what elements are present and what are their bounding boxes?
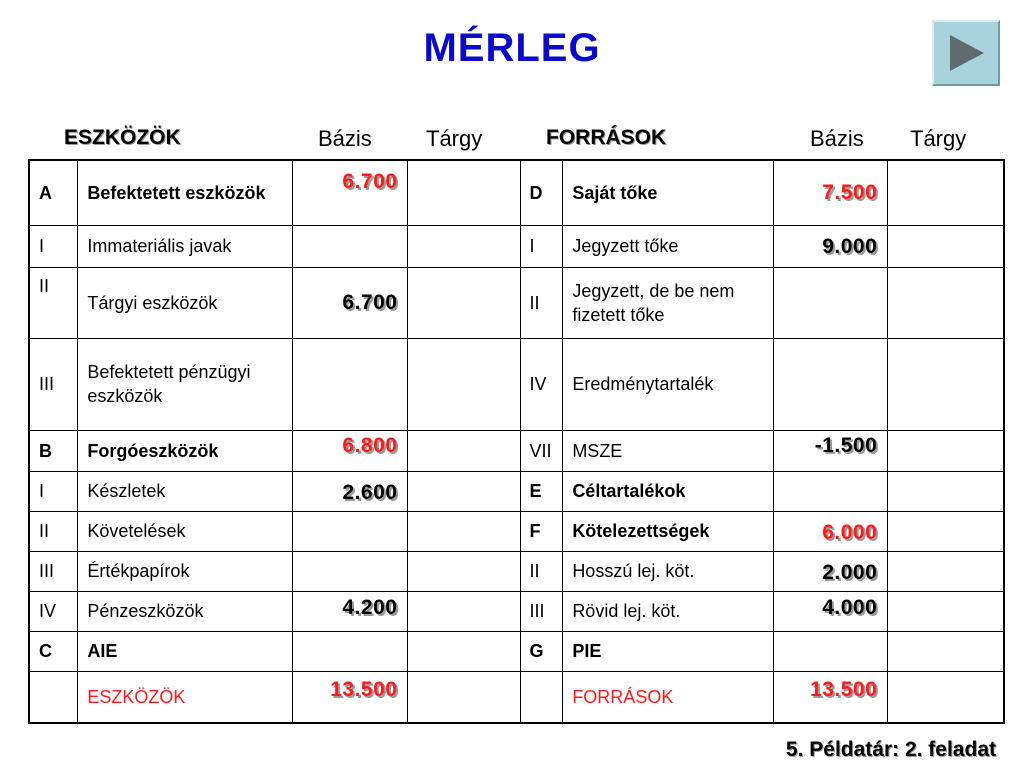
liab-subject-value: [888, 471, 1004, 511]
asset-subject-value: [408, 267, 520, 338]
liab-code: F: [520, 511, 563, 551]
asset-subject-value: [408, 160, 520, 225]
asset-subject-value: [408, 591, 520, 631]
asset-subject-value: [408, 225, 520, 267]
asset-name: Értékpapírok: [78, 551, 293, 591]
liab-base-value: 2.000: [774, 551, 888, 591]
table-row: [29, 267, 1004, 338]
play-triangle-icon: [946, 33, 986, 73]
table-row: [29, 551, 1004, 591]
liab-name: PIE: [563, 631, 774, 671]
footer-reference: 5. Példatár: 2. feladat: [785, 738, 996, 761]
asset-code: I: [29, 225, 78, 267]
asset-name: Követelések: [78, 511, 293, 551]
liabilities-total-label: FORRÁSOK: [563, 671, 774, 723]
liab-name: Jegyzett tőke: [563, 225, 774, 267]
asset-base-value: [293, 631, 408, 671]
asset-name: Befektetett pénzügyi eszközök: [78, 338, 293, 430]
liab-subject-value: [888, 225, 1004, 267]
liab-base-value: 9.000: [774, 225, 888, 267]
asset-base-value: 2.600: [293, 471, 408, 511]
liab-base-header: Bázis: [810, 126, 864, 151]
asset-subject-value: [408, 511, 520, 551]
table-row: [29, 338, 1004, 430]
asset-code: II: [29, 511, 78, 551]
asset-subject-value: [408, 631, 520, 671]
asset-name: Immateriális javak: [78, 225, 293, 267]
liab-code: I: [520, 225, 563, 267]
next-slide-button[interactable]: [932, 20, 1000, 86]
asset-base-value: [293, 338, 408, 430]
liab-code: E: [520, 471, 563, 511]
liab-subject-value: [888, 267, 1004, 338]
table-row: [29, 225, 1004, 267]
assets-subject-header: Tárgy: [426, 126, 483, 151]
asset-code: C: [29, 631, 78, 671]
liab-name: Rövid lej. köt.: [563, 591, 774, 631]
balance-sheet-table: [28, 159, 1005, 724]
liab-code: IV: [520, 338, 563, 430]
liab-code: [520, 671, 563, 723]
liab-name: Hosszú lej. köt.: [563, 551, 774, 591]
asset-code: III: [29, 551, 78, 591]
liab-subject-value: [888, 511, 1004, 551]
asset-name: Pénzeszközök: [78, 591, 293, 631]
liab-name: Kötelezettségek: [563, 511, 774, 551]
liab-subject-header: Tárgy: [910, 126, 967, 151]
liab-base-value: [774, 471, 888, 511]
liab-subject-value: [888, 551, 1004, 591]
liab-subject-value: [888, 160, 1004, 225]
asset-subject-value: [408, 551, 520, 591]
asset-base-value: 6.700: [293, 160, 408, 225]
asset-code: [29, 671, 78, 723]
liab-base-value: [774, 631, 888, 671]
liab-code: III: [520, 591, 563, 631]
liab-code: II: [520, 551, 563, 591]
asset-base-value: 6.800: [293, 430, 408, 471]
liab-subject-value: [888, 631, 1004, 671]
table-row: [29, 591, 1004, 631]
liabilities-header: FORRÁSOK: [546, 126, 667, 149]
assets-total-label: ESZKÖZÖK: [78, 671, 293, 723]
liab-base-value: -1.500: [774, 430, 888, 471]
asset-code: I: [29, 471, 78, 511]
page-title: MÉRLEG: [423, 26, 601, 70]
liab-code: G: [520, 631, 563, 671]
asset-base-value: 4.200: [293, 591, 408, 631]
asset-base-value: [293, 511, 408, 551]
liab-code: D: [520, 160, 563, 225]
asset-subject-value: [408, 671, 520, 723]
liab-base-value: 6.000: [774, 511, 888, 551]
table-row: [29, 160, 1004, 225]
liabilities-total-value: 13.500: [774, 671, 888, 723]
asset-code: III: [29, 338, 78, 430]
asset-base-value: [293, 225, 408, 267]
asset-code: B: [29, 430, 78, 471]
asset-name: Befektetett eszközök: [78, 160, 293, 225]
assets-total-value: 13.500: [293, 671, 408, 723]
liab-base-value: 7.500: [774, 160, 888, 225]
asset-name: Készletek: [78, 471, 293, 511]
liab-name: Céltartalékok: [563, 471, 774, 511]
liab-code: II: [520, 267, 563, 338]
table-row: [29, 430, 1004, 471]
asset-base-value: [293, 551, 408, 591]
totals-row: [29, 671, 1004, 723]
liab-subject-value: [888, 591, 1004, 631]
liab-base-value: 4.000: [774, 591, 888, 631]
liab-name: Jegyzett, de be nem fizetett tőke: [563, 267, 774, 338]
table-row: [29, 471, 1004, 511]
asset-name: Forgóeszközök: [78, 430, 293, 471]
asset-subject-value: [408, 471, 520, 511]
table-row: [29, 511, 1004, 551]
liab-subject-value: [888, 430, 1004, 471]
liab-subject-value: [888, 338, 1004, 430]
liab-code: VII: [520, 430, 563, 471]
asset-code: IV: [29, 591, 78, 631]
asset-code: II: [29, 267, 78, 338]
assets-header: ESZKÖZÖK: [64, 126, 181, 149]
liab-name: Eredménytartalék: [563, 338, 774, 430]
liab-subject-value: [888, 671, 1004, 723]
liab-base-value: [774, 267, 888, 338]
asset-name: Tárgyi eszközök: [78, 267, 293, 338]
liab-base-value: [774, 338, 888, 430]
assets-base-header: Bázis: [318, 126, 372, 151]
asset-code: A: [29, 160, 78, 225]
asset-subject-value: [408, 430, 520, 471]
liab-name: MSZE: [563, 430, 774, 471]
asset-base-value: 6.700: [293, 267, 408, 338]
asset-name: AIE: [78, 631, 293, 671]
liab-name: Saját tőke: [563, 160, 774, 225]
asset-subject-value: [408, 338, 520, 430]
table-row: [29, 631, 1004, 671]
